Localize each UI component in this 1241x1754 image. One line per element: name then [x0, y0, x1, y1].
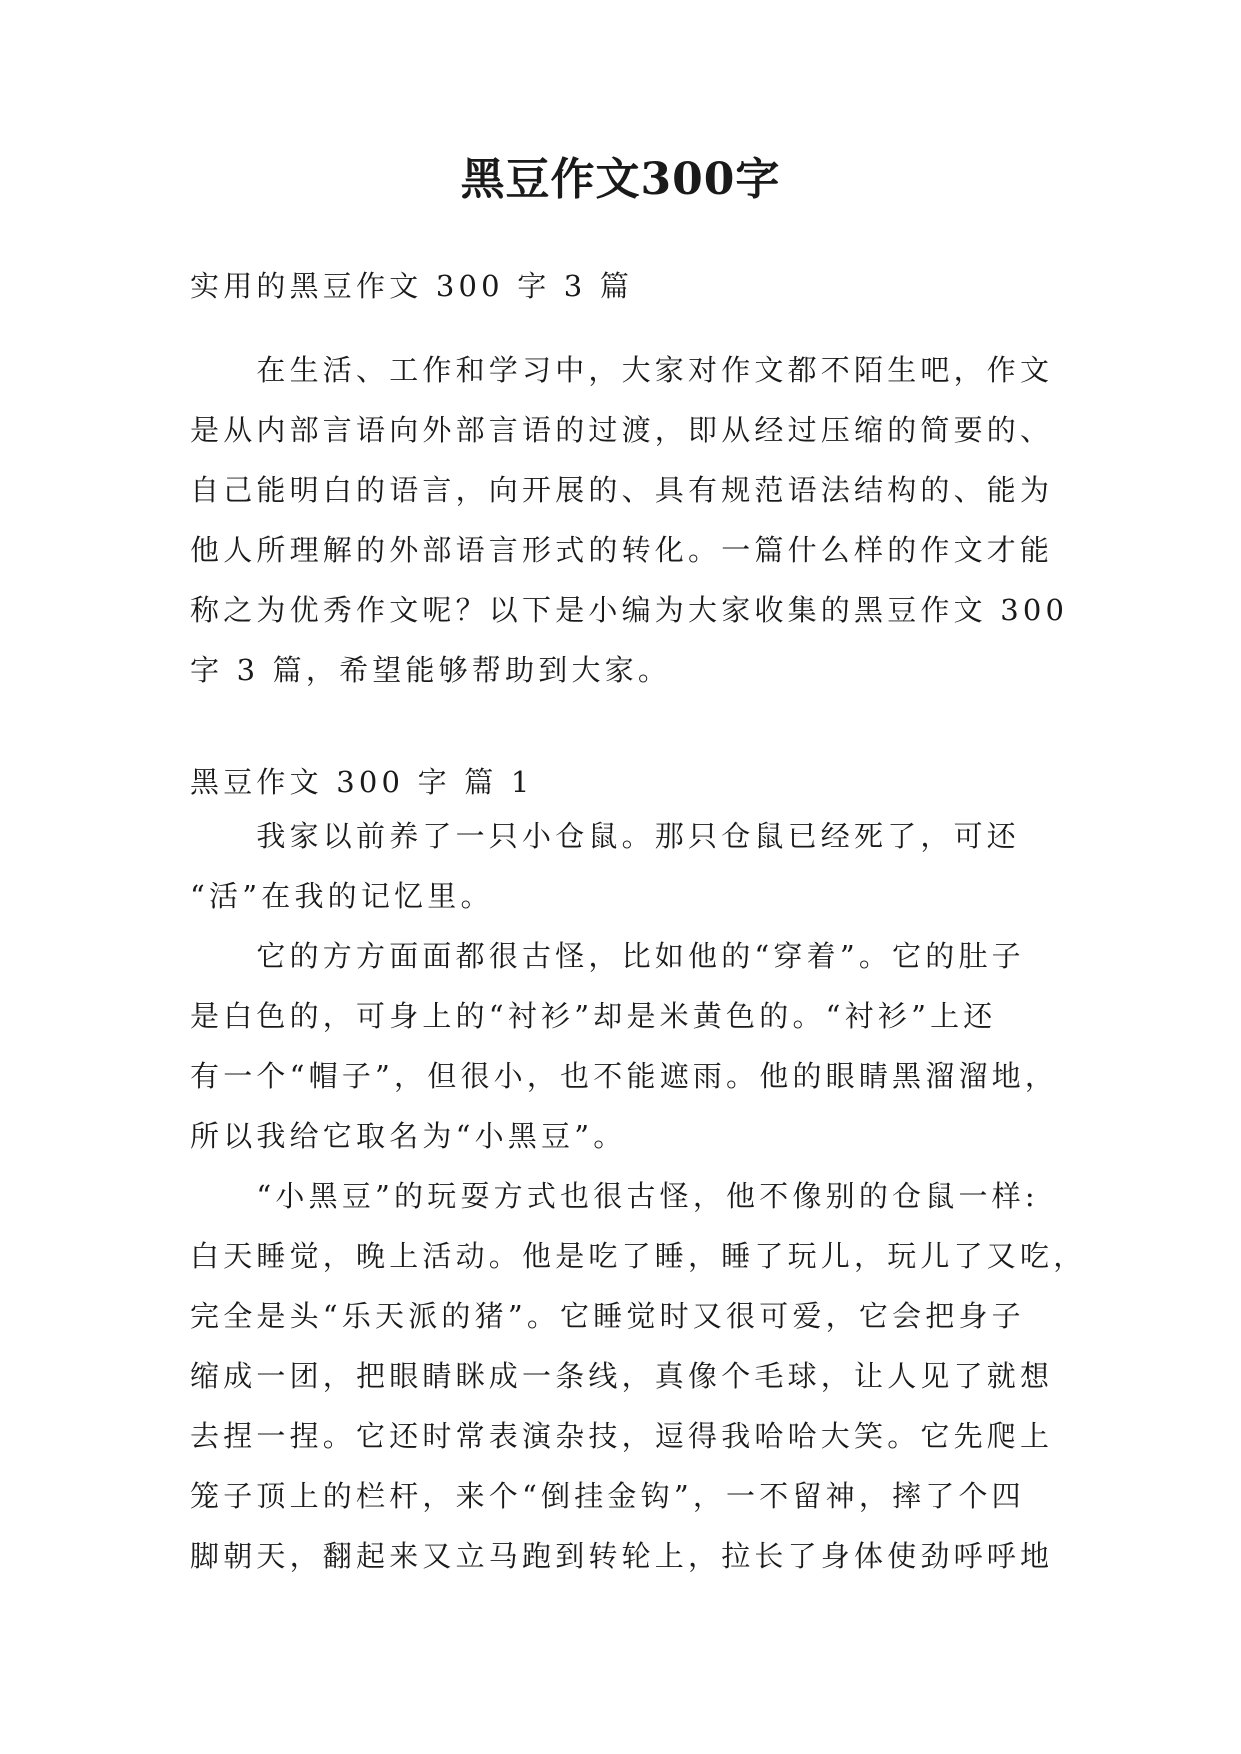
article-heading: 黑豆作文 300 字 篇 1: [190, 765, 534, 799]
article-line: 去捏一捏。它还时常表演杂技，逗得我哈哈大笑。它先爬上: [190, 1419, 1054, 1453]
article-line: 笼子顶上的栏杆，来个“倒挂金钩”，一不留神，摔了个四: [190, 1479, 1025, 1513]
intro-paragraph: [190, 340, 1069, 700]
intro-line: 在生活、工作和学习中，大家对作文都不陌生吧，作文: [190, 353, 1054, 387]
article-line: 脚朝天，翻起来又立马跑到转轮上，拉长了身体使劲呼呼地: [190, 1539, 1054, 1573]
intro-line: 他人所理解的外部语言形式的转化。一篇什么样的作文才能: [190, 533, 1054, 567]
article-line: 是白色的，可身上的“衬衫”却是米黄色的。“衬衫”上还: [190, 999, 997, 1033]
article-line: 白天睡觉，晚上活动。他是吃了睡，睡了玩儿，玩儿了又吃，: [190, 1239, 1087, 1273]
intro-line: 是从内部言语向外部言语的过渡，即从经过压缩的简要的、: [190, 413, 1054, 447]
article-line: 所以我给它取名为“小黑豆”。: [190, 1119, 627, 1153]
article-line: 缩成一团，把眼睛眯成一条线，真像个毛球，让人见了就想: [190, 1359, 1054, 1393]
intro-line: 自己能明白的语言，向开展的、具有规范语法结构的、能为: [190, 473, 1054, 507]
article-line: 有一个“帽子”，但很小，也不能遮雨。他的眼睛黑溜溜地，: [190, 1059, 1059, 1093]
article-line: 我家以前养了一只小仓鼠。那只仓鼠已经死了，可还: [190, 819, 1021, 853]
article-line: 它的方方面面都很古怪，比如他的“穿着”。它的肚子: [190, 939, 1025, 973]
article-line: 完全是头“乐天派的猪”。它睡觉时又很可爱，它会把身子: [190, 1299, 1025, 1333]
intro-line: 称之为优秀作文呢？以下是小编为大家收集的黑豆作文 300: [190, 593, 1069, 627]
document-subtitle: 实用的黑豆作文 300 字 3 篇: [190, 269, 634, 303]
article-line: “小黑豆”的玩耍方式也很古怪，他不像别的仓鼠一样:: [190, 1179, 1039, 1213]
article-body: [190, 806, 1087, 1586]
article-line: “活”在我的记忆里。: [190, 879, 494, 913]
document-title: 黑豆作文300字: [460, 154, 781, 205]
intro-line: 字 3 篇，希望能够帮助到大家。: [190, 653, 672, 687]
